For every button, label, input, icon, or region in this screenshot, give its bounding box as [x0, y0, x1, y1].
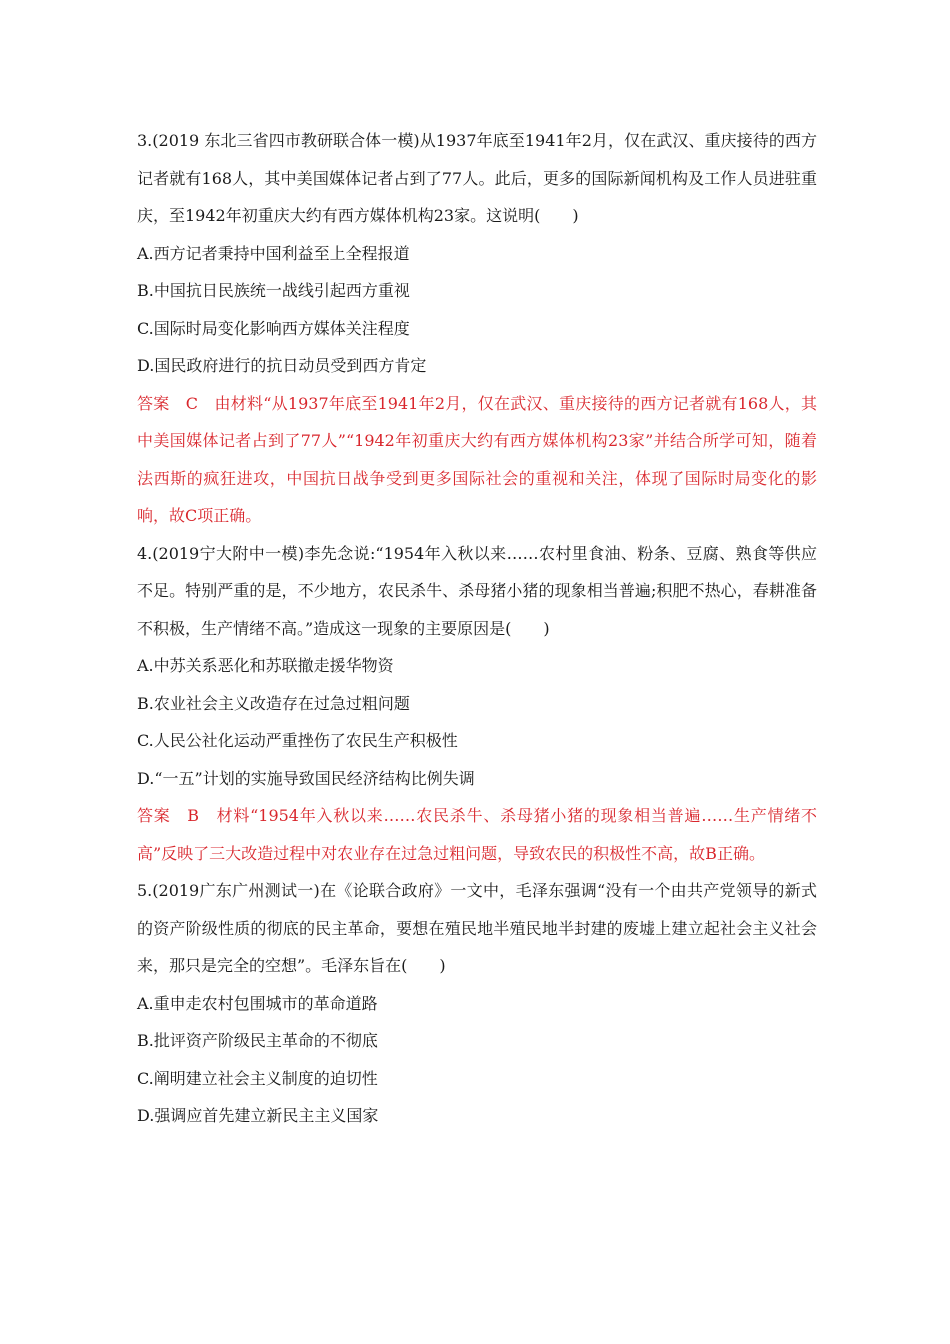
option-c: C.国际时局变化影响西方媒体关注程度 [137, 318, 410, 338]
option-a: A.西方记者秉持中国利益至上全程报道 [137, 243, 410, 263]
answer-4 [137, 797, 817, 872]
answer-explanation: 由材料“从1937年底至1941年2月，仅在武汉、重庆接待的西方记者就有168人，其中美国媒体记者占到了77人”“1942年初重庆大约有西方媒体机构23家”并结合所学可知，随着法西斯的疯狂进攻，中国抗日战争受到更多国际社会的重视和关注，体现了国际时局变化的影响，故C项正确。 [137, 393, 817, 525]
option-a: A.中苏关系恶化和苏联撤走援华物资 [137, 656, 394, 675]
answer-3 [137, 385, 817, 535]
option-d: D.国民政府进行的抗日动员受到西方肯定 [137, 356, 427, 375]
option-b: B.农业社会主义改造存在过急过粗问题 [137, 693, 410, 713]
option-b: B.批评资产阶级民主革命的不彻底 [137, 1031, 378, 1050]
question-stem: 4.(2019宁大附中一模)李先念说:“1954年入秋以来……农村里食油、粉条、豆腐、熟食等供应不足。特别严重的是，不少地方，农民杀牛、杀母猪小猪的现象相当普遍;积肥不热心，春耕准备不积极，生产情绪不高。”造成这一现象的主要原因是( ) [137, 543, 817, 638]
answer-explanation: 材料“1954年入秋以来……农民杀牛、杀母猪小猪的现象相当普遍……生产情绪不高”反映了三大改造过程中对农业存在过急过粗问题，导致农民的积极性不高，故B正确。 [137, 806, 817, 863]
option-c: C.阐明建立社会主义制度的迫切性 [137, 1068, 378, 1088]
question-4 [137, 535, 817, 798]
option-d: D.强调应首先建立新民主主义国家 [137, 1106, 379, 1125]
answer-label: 答案 C [137, 393, 215, 413]
question-3 [137, 122, 817, 385]
question-stem: 5.(2019广东广州测试一)在《论联合政府》一文中，毛泽东强调“没有一个由共产党领导的新式的资产阶级性质的彻底的民主革命，要想在殖民地半殖民地半封建的废墟上建立起社会主义社会来，那只是完全的空想”。毛泽东旨在( ) [137, 881, 817, 975]
document-content [137, 122, 817, 1135]
answer-label: 答案 B [137, 806, 217, 825]
option-b: B.中国抗日民族统一战线引起西方重视 [137, 281, 410, 300]
option-d: D.“一五”计划的实施导致国民经济结构比例失调 [137, 768, 475, 788]
option-a: A.重申走农村包围城市的革命道路 [137, 993, 378, 1013]
question-5 [137, 872, 817, 1135]
option-c: C.人民公社化运动严重挫伤了农民生产积极性 [137, 731, 458, 750]
question-stem: 3.(2019 东北三省四市教研联合体一模)从1937年底至1941年2月，仅在武汉、重庆接待的西方记者就有168人，其中美国媒体记者占到了77人。此后，更多的国际新闻机构及工作人员进驻重庆，至1942年初重庆大约有西方媒体机构23家。这说明( ) [137, 131, 817, 225]
